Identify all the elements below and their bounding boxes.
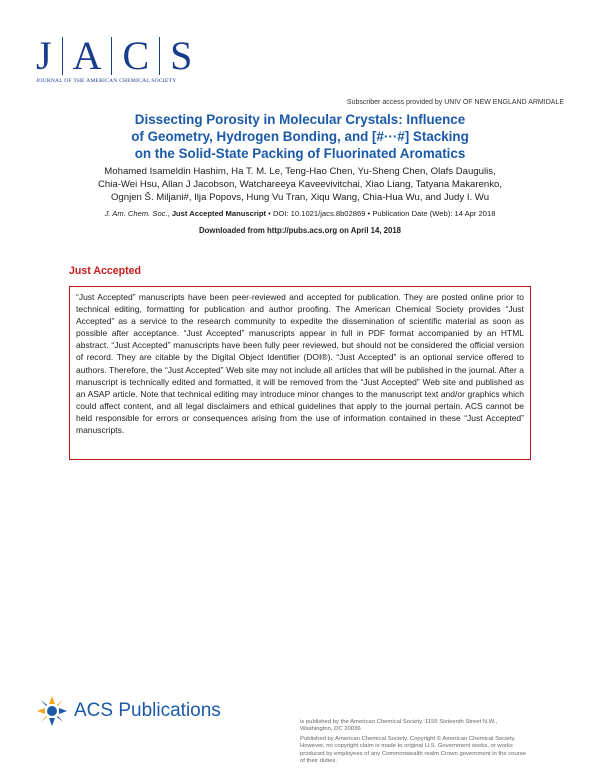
author-line: Mohamed Isameldin Hashim, Ha T. M. Le, Teng-Hao Chen, Yu-Sheng Chen, Olafs Daugulis,	[104, 166, 496, 177]
logo-divider	[159, 37, 160, 75]
author-list	[40, 165, 560, 204]
acs-publications-name: ACS Publications	[74, 700, 221, 721]
journal-name: J. Am. Chem. Soc.	[104, 209, 168, 218]
title-line: Dissecting Porosity in Molecular Crystals: Influence	[134, 112, 466, 127]
logo-letter-s: S	[170, 33, 193, 78]
just-accepted-notice	[69, 286, 531, 460]
publisher-footer	[300, 719, 570, 765]
author-line: Chia-Wei Hsu, Allan J Jacobson, Watchareeya Kaveevivitchai, Xiao Liang, Tatyana Makarenko,	[97, 179, 503, 190]
just-accepted-heading: Just Accepted	[69, 265, 142, 277]
logo-letter-c: C	[122, 33, 150, 78]
publication-date: Publication Date (Web): 14 Apr 2018	[372, 209, 496, 218]
subscriber-access-note: Subscriber access provided by UNIV OF NEW ENGLAND ARMIDALE	[346, 99, 564, 106]
address-line: Washington, DC 20036	[300, 726, 361, 733]
article-title[interactable]	[40, 111, 560, 162]
notice-body: “Just Accepted” manuscripts have been peer-reviewed and accepted for publication. They are posted online prior to technical editing, formatting for publication and author proofing. The American Chemical Society provides “Just Accepted” as a service to the research community to expedite the dissemination of scientific material as soon as possible after acceptance. “Just Accepted” manuscripts appear in full in PDF format accompanied by an HTML abstract. “Just Accepted” manuscripts have been fully peer reviewed, but should not be considered the official version of record. They are citable by the Digital Object Identifier (DOI®). “Just Accepted” is an optional service offered to authors. Therefore, the “Just Accepted” Web site may not include all articles that will be published in the journal. After a manuscript is technically edited and formatted, it will be removed from the “Just Accepted” Web site and published as an ASAP article. Note that technical editing may introduce minor changes to the manuscript text and/or graphics which could affect content, and all legal disclaimers and ethical guidelines that apply to the journal pertain. ACS cannot be held responsible for errors or consequences arising from the use of information contained in these “Just Accepted” manuscripts.	[76, 292, 524, 436]
logo-divider	[111, 37, 112, 75]
doi-link[interactable]: DOI: 10.1021/jacs.8b02869	[272, 209, 366, 218]
manuscript-status: Just Accepted Manuscript	[171, 209, 267, 218]
jacs-logo	[36, 33, 193, 84]
copyright-line: of their duties.	[300, 758, 338, 765]
author-line: Ognjen Š. Miljani#, Ilja Popovs, Hung Vu Tran, Xiqu Wang, Chia-Hua Wu, and Judy I. Wu	[110, 192, 490, 203]
copyright-line: Published by American Chemical Society. Copyright © American Chemical Society.	[300, 735, 516, 742]
title-line: of Geometry, Hydrogen Bonding, and [#···#] Stacking	[131, 129, 469, 144]
logo-letter-a: A	[72, 33, 102, 78]
jacs-logo-letters	[36, 33, 193, 78]
logo-subtitle: JOURNAL OF THE AMERICAN CHEMICAL SOCIETY	[36, 78, 177, 84]
acs-publications-logo[interactable]	[36, 695, 221, 727]
title-line: on the Solid-State Packing of Fluorinated Aromatics	[134, 146, 466, 161]
citation-line: J. Am. Chem. Soc., Just Accepted Manuscript • DOI: 10.1021/jacs.8b02869 • Publication Date (Web): 14 Apr 2018	[104, 209, 496, 218]
logo-divider	[62, 37, 63, 75]
address-line: is published by the American Chemical Society. 1155 Sixteenth Street N.W.,	[300, 719, 498, 725]
download-note: Downloaded from http://pubs.acs.org on April 14, 2018	[198, 226, 402, 235]
copyright-line: produced by employees of any Commonwealth realm Crown government in the course	[300, 750, 526, 757]
acs-emblem-icon	[36, 695, 68, 727]
logo-letter-j: J	[36, 33, 52, 78]
copyright-line: However, no copyright claim is made to original U.S. Government works, or works	[300, 743, 513, 750]
